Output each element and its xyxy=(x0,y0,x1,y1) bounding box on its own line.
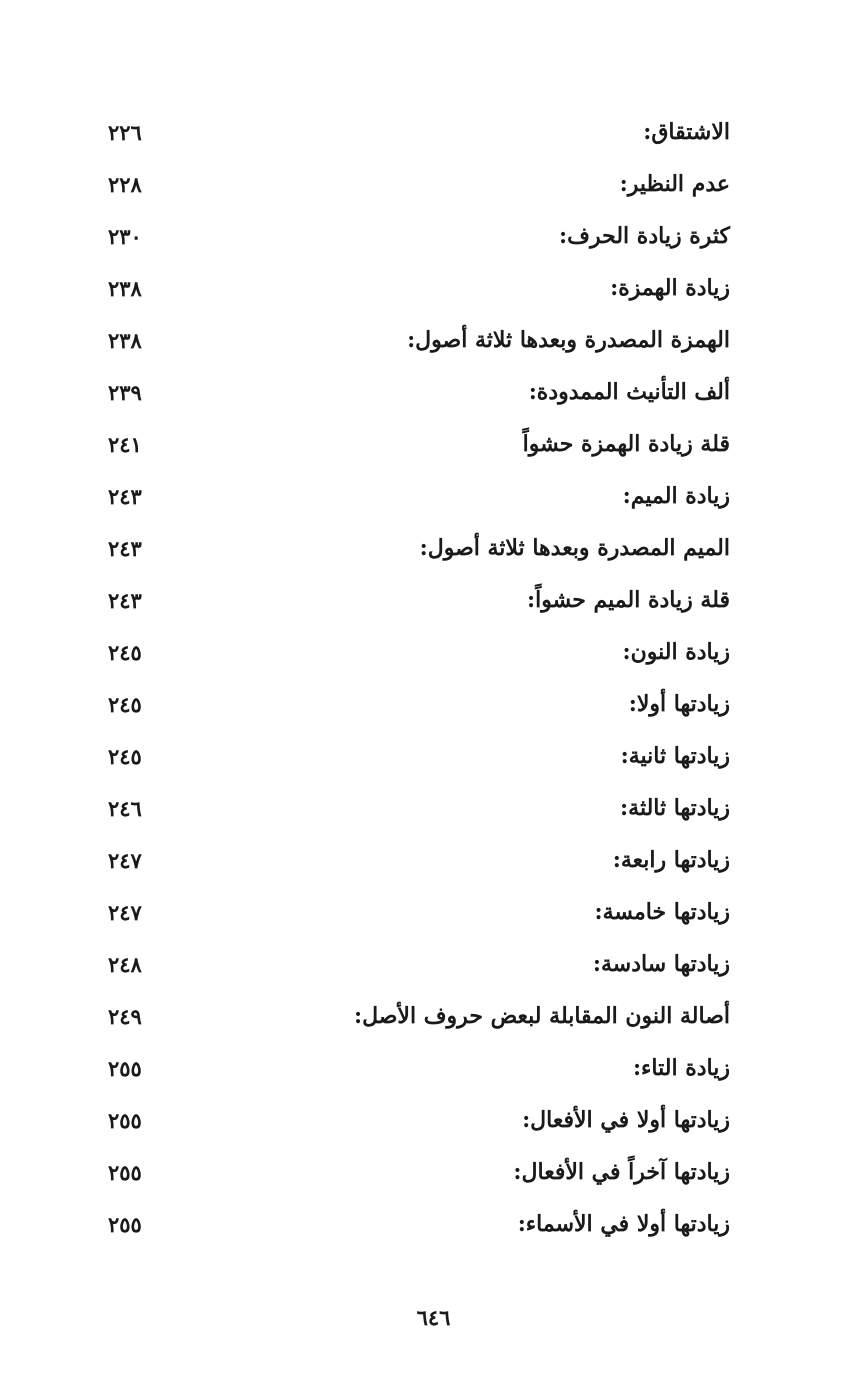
toc-entry xyxy=(108,730,730,782)
toc-entry xyxy=(108,314,730,366)
toc-entry xyxy=(108,1094,730,1146)
toc-entry-page: ٢٥٥ xyxy=(108,1107,142,1133)
toc-entry-title: زيادة التاء: xyxy=(632,1055,730,1081)
toc-entry-title: قلة زيادة الهمزة حشواً xyxy=(522,431,730,457)
toc-entry xyxy=(108,522,730,574)
toc-entry xyxy=(108,470,730,522)
toc-entry-page: ٢٥٥ xyxy=(108,1055,142,1081)
toc-entry xyxy=(108,990,730,1042)
toc-entry-title: زيادتها آخراً في الأفعال: xyxy=(513,1159,730,1185)
toc-entry xyxy=(108,262,730,314)
toc-entry-page: ٢٤٩ xyxy=(108,1003,142,1029)
toc-entry-title: زيادتها أولا في الأفعال: xyxy=(522,1107,730,1133)
table-of-contents xyxy=(108,106,730,1250)
toc-entry xyxy=(108,678,730,730)
toc-entry-title: ألف التأنيث الممدودة: xyxy=(528,379,730,405)
toc-entry-title: زيادتها ثانية: xyxy=(620,743,730,769)
toc-entry-page: ٢٣٨ xyxy=(108,327,142,353)
toc-entry xyxy=(108,210,730,262)
toc-entry-title: الهمزة المصدرة وبعدها ثلاثة أصول: xyxy=(407,327,730,353)
toc-entry-title: زيادة النون: xyxy=(622,639,730,665)
toc-entry-page: ٢٤٧ xyxy=(108,899,142,925)
toc-entry xyxy=(108,834,730,886)
toc-entry xyxy=(108,626,730,678)
toc-entry-page: ٢٣٨ xyxy=(108,275,142,301)
toc-entry xyxy=(108,418,730,470)
toc-entry xyxy=(108,574,730,626)
page-number: ٦٤٦ xyxy=(416,1305,451,1330)
toc-entry-title: زيادة الهمزة: xyxy=(610,275,730,301)
toc-entry-page: ٢٤٣ xyxy=(108,587,142,613)
toc-entry-title: كثرة زيادة الحرف: xyxy=(559,223,730,249)
toc-entry-title: أصالة النون المقابلة لبعض حروف الأصل: xyxy=(353,1003,730,1029)
toc-entry xyxy=(108,938,730,990)
toc-entry-page: ٢٤٨ xyxy=(108,951,142,977)
toc-entry-title: زيادة الميم: xyxy=(622,483,730,509)
toc-entry-title: زيادتها ثالثة: xyxy=(620,795,730,821)
toc-entry xyxy=(108,782,730,834)
toc-entry-page: ٢٤٥ xyxy=(108,743,142,769)
toc-entry-page: ٢٣٠ xyxy=(108,223,142,249)
toc-entry-title: الميم المصدرة وبعدها ثلاثة أصول: xyxy=(419,535,730,561)
toc-entry xyxy=(108,1042,730,1094)
toc-entry xyxy=(108,106,730,158)
toc-entry-title: الاشتقاق: xyxy=(643,119,730,145)
toc-entry xyxy=(108,1198,730,1250)
toc-entry xyxy=(108,886,730,938)
toc-entry-title: قلة زيادة الميم حشواً: xyxy=(527,587,730,613)
toc-entry-page: ٢٤٧ xyxy=(108,847,142,873)
toc-entry-page: ٢٢٦ xyxy=(108,119,142,145)
toc-entry-title: زيادتها سادسة: xyxy=(592,951,730,977)
toc-entry xyxy=(108,366,730,418)
toc-entry-page: ٢٣٩ xyxy=(108,379,142,405)
toc-entry-title: زيادتها رابعة: xyxy=(612,847,730,873)
toc-entry-page: ٢٢٨ xyxy=(108,171,142,197)
toc-entry-page: ٢٤٣ xyxy=(108,483,142,509)
toc-entry-page: ٢٤٥ xyxy=(108,639,142,665)
toc-entry-page: ٢٥٥ xyxy=(108,1159,142,1185)
toc-entry-title: زيادتها أولا في الأسماء: xyxy=(517,1211,730,1237)
toc-entry-page: ٢٤٦ xyxy=(108,795,142,821)
toc-entry-page: ٢٥٥ xyxy=(108,1211,142,1237)
toc-entry xyxy=(108,158,730,210)
toc-entry-page: ٢٤١ xyxy=(108,431,142,457)
toc-entry-page: ٢٤٥ xyxy=(108,691,142,717)
toc-entry-title: عدم النظير: xyxy=(619,171,730,197)
toc-entry xyxy=(108,1146,730,1198)
toc-entry-title: زيادتها أولا: xyxy=(628,691,730,717)
toc-entry-page: ٢٤٣ xyxy=(108,535,142,561)
toc-entry-title: زيادتها خامسة: xyxy=(594,899,730,925)
